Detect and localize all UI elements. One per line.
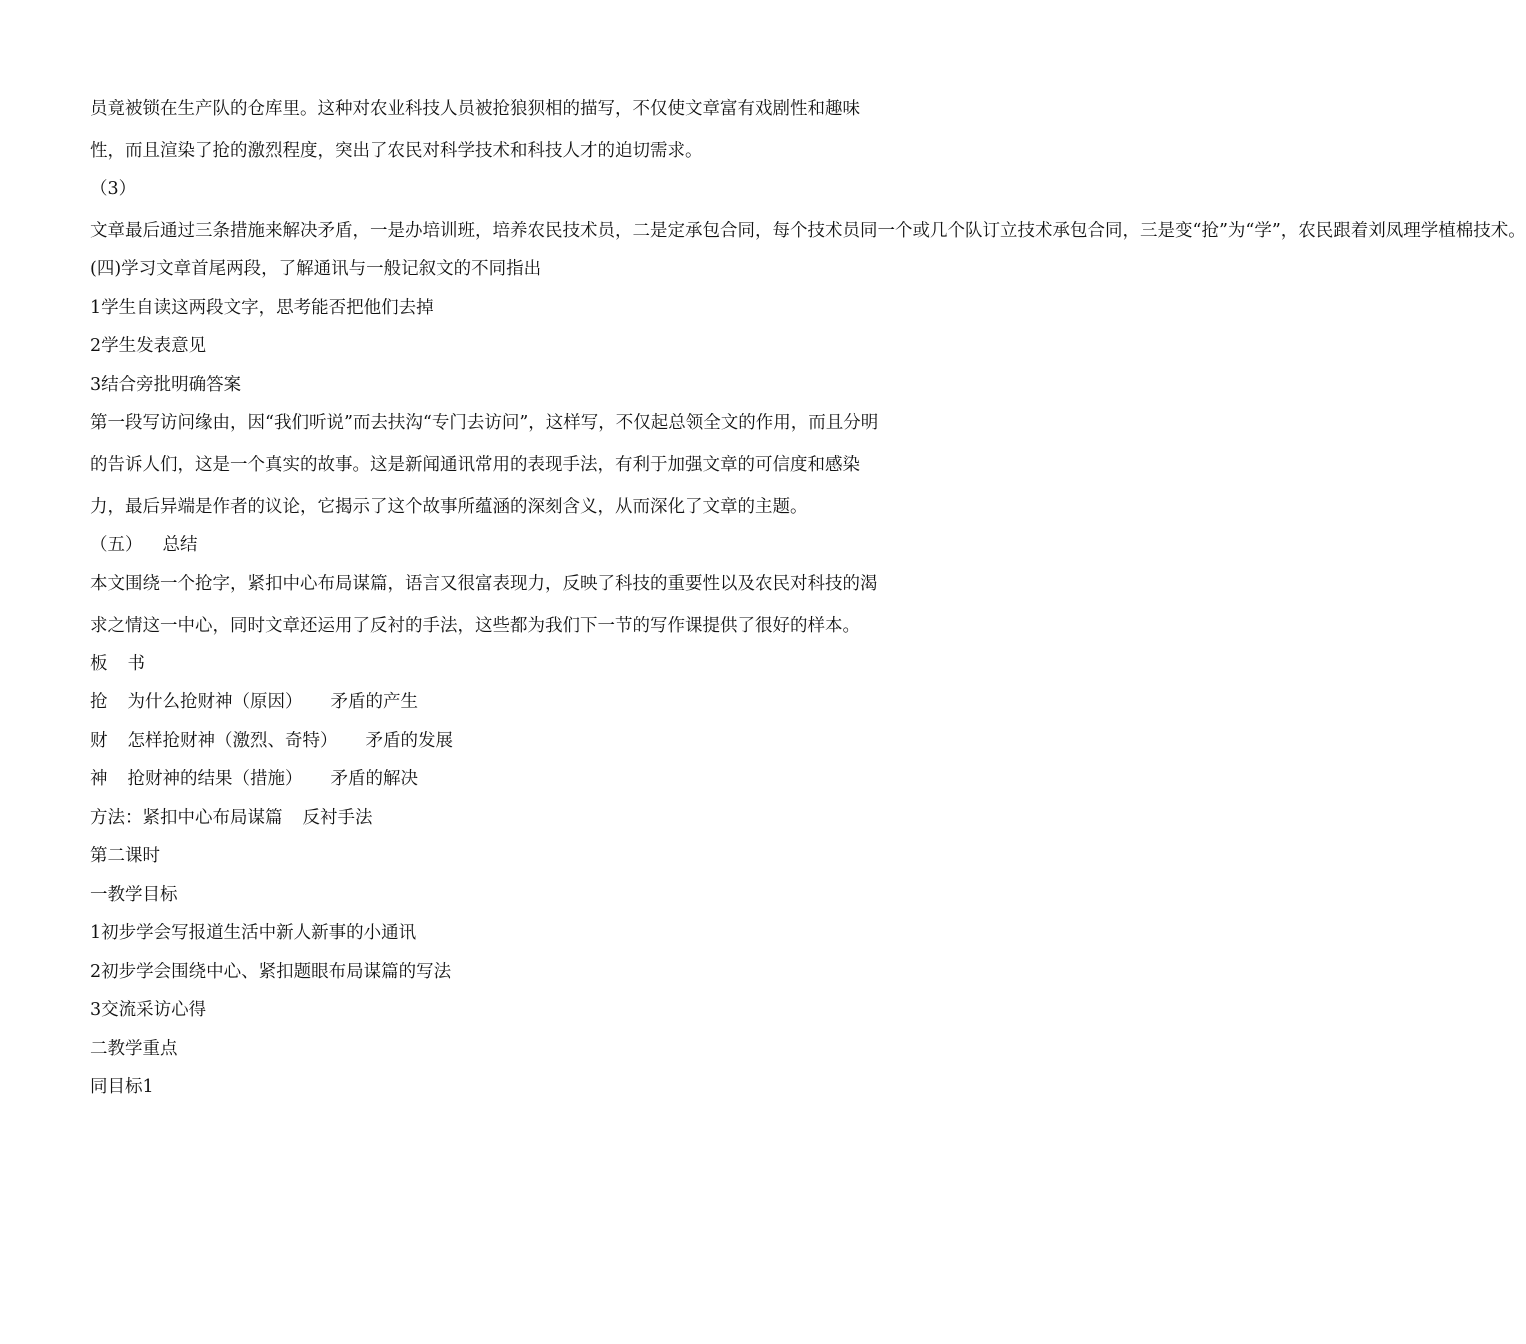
board-row xyxy=(90,760,880,799)
key-points-heading: 二教学重点 xyxy=(90,1038,178,1059)
board-row-desc: 怎样抢财神（激烈、奇特） xyxy=(127,730,338,751)
board-title xyxy=(90,645,880,684)
list-item: 2初步学会围绕中心、紧扣题眼布局谋篇的写法 xyxy=(90,961,452,982)
paragraph-summary: 本文围绕一个抢字，紧扣中心布局谋篇，语言又很富表现力，反映了科技的重要性以及农民对科技的渴求之情这一中心，同时文章还运用了反衬的手法，这些都为我们下一节的写作课提供了很好的样本。 xyxy=(90,573,878,636)
goals-heading: 一教学目标 xyxy=(90,884,178,905)
document-page xyxy=(90,92,1526,1107)
key-points-text: 同目标1 xyxy=(90,1077,154,1097)
section-heading-five xyxy=(90,526,880,565)
board-row-char: 财 xyxy=(90,730,108,751)
board-row-char: 抢 xyxy=(90,692,108,712)
section-heading-four: (四)学习文章首尾两段，了解通讯与一般记叙文的不同指出 xyxy=(90,259,542,279)
board-row-stage: 矛盾的产生 xyxy=(330,692,418,712)
board-method-extra: 反衬手法 xyxy=(302,807,373,828)
board-row-char: 神 xyxy=(90,769,108,789)
list-item: 2学生发表意见 xyxy=(90,336,207,356)
list-item: 1初步学会写报道生活中新人新事的小通讯 xyxy=(90,923,417,943)
board-row-desc: 抢财神的结果（措施） xyxy=(127,769,303,789)
board-row-desc: 为什么抢财神（原因） xyxy=(127,692,303,712)
board-title-char: 板 xyxy=(90,653,108,674)
board-row xyxy=(90,722,880,761)
section-title: 总结 xyxy=(162,535,198,555)
board-method xyxy=(90,799,880,838)
board-row-stage: 矛盾的发展 xyxy=(365,730,453,751)
paragraph-description: 员竟被锁在生产队的仓库里。这种对农业科技人员被抢狼狈相的描写，不仅使文章富有戏剧性和趣味性，而且渲染了抢的激烈程度，突出了农民对科学技术和科技人才的迫切需求。 xyxy=(90,99,860,161)
list-item: 3交流采访心得 xyxy=(90,1000,207,1020)
paragraph-number: （3） xyxy=(90,179,137,199)
list-item: 3结合旁批明确答案 xyxy=(90,374,242,395)
board-row-stage: 矛盾的解决 xyxy=(330,769,418,789)
board-row xyxy=(90,683,880,722)
board-method-label: 方法：紧扣中心布局谋篇 xyxy=(90,807,283,828)
board-title-char: 书 xyxy=(127,653,145,674)
paragraph-text: 文章最后通过三条措施来解决矛盾，一是办培训班，培养农民技术员，二是定承包合同，每个技术员同一个或几个队订立技术承包合同，三是变“抢”为“学”，农民跟着刘凤理学植棉技术。 xyxy=(90,221,1526,241)
paragraph-explanation: 第一段写访问缘由，因“我们听说”而去扶沟“专门去访问”，这样写，不仅起总领全文的作用，而且分明的告诉人们，这是一个真实的故事。这是新闻通讯常用的表现手法，有利于加强文章的可信度和感染力，最后异端是作者的议论，它揭示了这个故事所蕴涵的深刻含义，从而深化了文章的主题。 xyxy=(90,413,879,517)
section-number: （五） xyxy=(90,535,143,555)
list-item: 1学生自读这两段文字，思考能否把他们去掉 xyxy=(90,297,434,318)
paragraph-measures xyxy=(90,168,1526,252)
lesson-title: 第二课时 xyxy=(90,846,160,866)
